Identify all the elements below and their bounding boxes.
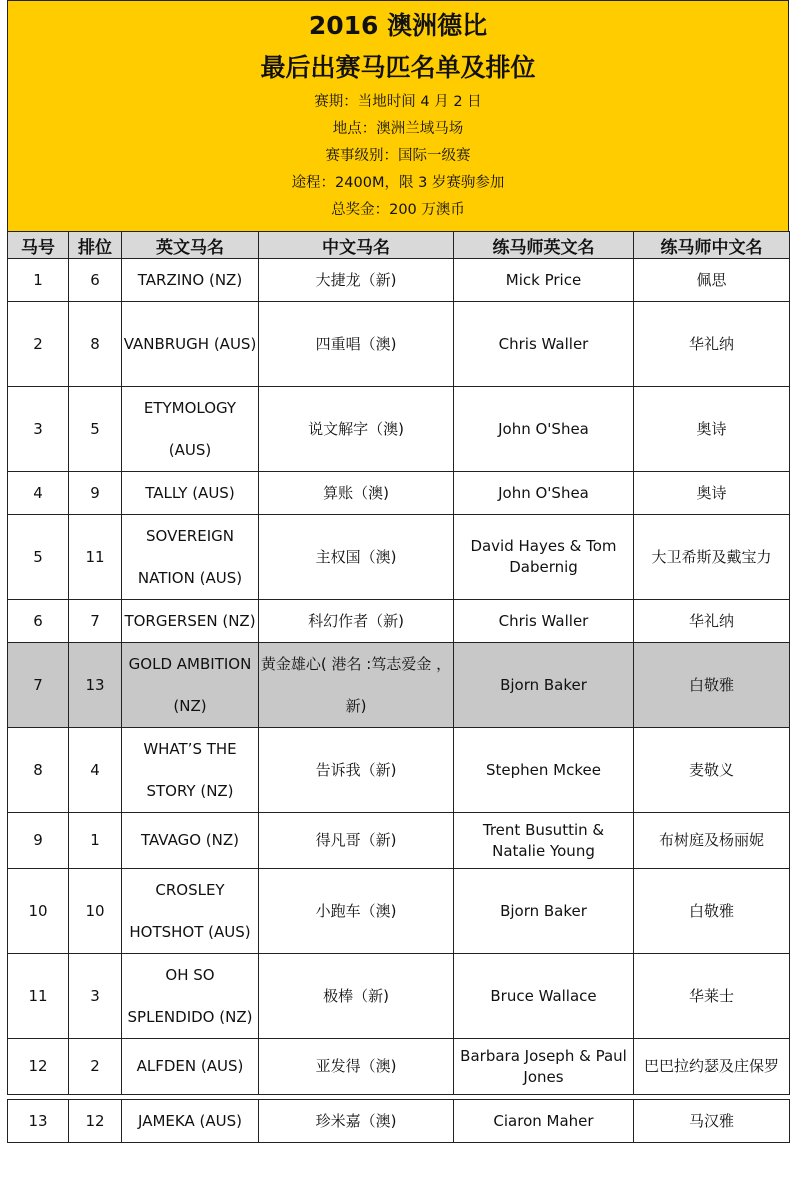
barrier: 3: [69, 954, 122, 1039]
horse-no: 3: [8, 387, 69, 472]
trainer-english: Chris Waller: [454, 302, 634, 387]
trainer-english: Ciaron Maher: [454, 1100, 634, 1143]
horse-no: 4: [8, 472, 69, 515]
table-row: [8, 1100, 790, 1143]
chinese-name: 科幻作者（新): [259, 600, 454, 643]
trainer-chinese: 大卫希斯及戴宝力: [634, 515, 790, 600]
race-subtitle: 最后出赛马匹名单及排位: [260, 53, 536, 82]
trainer-chinese: 麦敬义: [634, 728, 790, 813]
table-row: [8, 600, 790, 643]
race-date: 赛期：当地时间 4 月 2 日: [314, 94, 482, 110]
horse-no: 2: [8, 302, 69, 387]
trainer-english: John O'Shea: [454, 387, 634, 472]
race-distance: 途程：2400M，限 3 岁赛驹参加: [291, 175, 505, 191]
header-english-name: 英文马名: [122, 232, 259, 259]
chinese-name: 黄金雄心( 港名 :笃志爱金 ，新): [259, 643, 454, 728]
chinese-name: 得凡哥（新): [259, 813, 454, 869]
trainer-chinese: 白敬雅: [634, 643, 790, 728]
table-header-row: [8, 232, 790, 259]
barrier: 13: [69, 643, 122, 728]
table-row: [8, 728, 790, 813]
horse-no: 5: [8, 515, 69, 600]
table-row: [8, 302, 790, 387]
english-name: TARZINO (NZ): [122, 259, 259, 302]
horse-no: 6: [8, 600, 69, 643]
race-prize: 总奖金：200 万澳币: [331, 202, 465, 218]
trainer-english: Barbara Joseph & Paul Jones: [454, 1039, 634, 1095]
header-trainer-chinese: 练马师中文名: [634, 232, 790, 259]
horse-no: 11: [8, 954, 69, 1039]
trainer-chinese: 奥诗: [634, 387, 790, 472]
trainer-chinese: 华莱士: [634, 954, 790, 1039]
english-name: TAVAGO (NZ): [122, 813, 259, 869]
trainer-chinese: 巴巴拉约瑟及庄保罗: [634, 1039, 790, 1095]
trainer-english: Bjorn Baker: [454, 869, 634, 954]
horse-no: 1: [8, 259, 69, 302]
horse-no: 13: [8, 1100, 69, 1143]
trainer-chinese: 华礼纳: [634, 302, 790, 387]
english-name: ALFDEN (AUS): [122, 1039, 259, 1095]
trainer-english: David Hayes & Tom Dabernig: [454, 515, 634, 600]
english-name: OH SO SPLENDIDO (NZ): [122, 954, 259, 1039]
trainer-chinese: 奥诗: [634, 472, 790, 515]
header-horse-no: 马号: [8, 232, 69, 259]
table-row: [8, 515, 790, 600]
english-name: JAMEKA (AUS): [122, 1100, 259, 1143]
horse-no: 12: [8, 1039, 69, 1095]
chinese-name: 珍米嘉（澳): [259, 1100, 454, 1143]
barrier: 7: [69, 600, 122, 643]
trainer-english: Stephen Mckee: [454, 728, 634, 813]
horse-no: 9: [8, 813, 69, 869]
trainer-english: Mick Price: [454, 259, 634, 302]
trainer-chinese: 布树庭及杨丽妮: [634, 813, 790, 869]
english-name: CROSLEY HOTSHOT (AUS): [122, 869, 259, 954]
table-row: [8, 472, 790, 515]
trainer-english: Trent Busuttin & Natalie Young: [454, 813, 634, 869]
table-row: [8, 869, 790, 954]
barrier: 4: [69, 728, 122, 813]
trainer-english: Chris Waller: [454, 600, 634, 643]
chinese-name: 说文解字（澳): [259, 387, 454, 472]
trainer-chinese: 白敬雅: [634, 869, 790, 954]
table-row: [8, 387, 790, 472]
race-sheet: [7, 0, 789, 1143]
horse-no: 7: [8, 643, 69, 728]
trainer-english: John O'Shea: [454, 472, 634, 515]
table-row: [8, 1039, 790, 1095]
race-venue: 地点：澳洲兰域马场: [332, 121, 464, 137]
barrier: 6: [69, 259, 122, 302]
barrier: 10: [69, 869, 122, 954]
table-row-highlighted: [8, 643, 790, 728]
chinese-name: 极棒（新): [259, 954, 454, 1039]
race-title: 2016 澳洲德比: [308, 11, 488, 40]
barrier: 11: [69, 515, 122, 600]
header-trainer-english: 练马师英文名: [454, 232, 634, 259]
barrier: 2: [69, 1039, 122, 1095]
chinese-name: 大捷龙（新): [259, 259, 454, 302]
english-name: VANBRUGH (AUS): [122, 302, 259, 387]
table-row: [8, 954, 790, 1039]
trainer-chinese: 佩思: [634, 259, 790, 302]
horse-no: 8: [8, 728, 69, 813]
header-barrier: 排位: [69, 232, 122, 259]
trainer-chinese: 马汉雅: [634, 1100, 790, 1143]
english-name: WHAT’S THE STORY (NZ): [122, 728, 259, 813]
trainer-english: Bjorn Baker: [454, 643, 634, 728]
barrier: 8: [69, 302, 122, 387]
english-name: ETYMOLOGY (AUS): [122, 387, 259, 472]
chinese-name: 四重唱（澳): [259, 302, 454, 387]
english-name: GOLD AMBITION (NZ): [122, 643, 259, 728]
trainer-english: Bruce Wallace: [454, 954, 634, 1039]
english-name: TALLY (AUS): [122, 472, 259, 515]
chinese-name: 算账（澳): [259, 472, 454, 515]
trainer-chinese: 华礼纳: [634, 600, 790, 643]
table-row: [8, 813, 790, 869]
english-name: TORGERSEN (NZ): [122, 600, 259, 643]
title-banner: [7, 0, 789, 231]
runners-table: [7, 231, 790, 1143]
chinese-name: 告诉我（新): [259, 728, 454, 813]
barrier: 12: [69, 1100, 122, 1143]
barrier: 9: [69, 472, 122, 515]
chinese-name: 主权国（澳): [259, 515, 454, 600]
english-name: SOVEREIGN NATION (AUS): [122, 515, 259, 600]
header-chinese-name: 中文马名: [259, 232, 454, 259]
barrier: 5: [69, 387, 122, 472]
race-grade: 赛事级别：国际一级赛: [325, 148, 471, 164]
chinese-name: 亚发得（澳): [259, 1039, 454, 1095]
chinese-name: 小跑车（澳): [259, 869, 454, 954]
barrier: 1: [69, 813, 122, 869]
horse-no: 10: [8, 869, 69, 954]
table-row: [8, 259, 790, 302]
